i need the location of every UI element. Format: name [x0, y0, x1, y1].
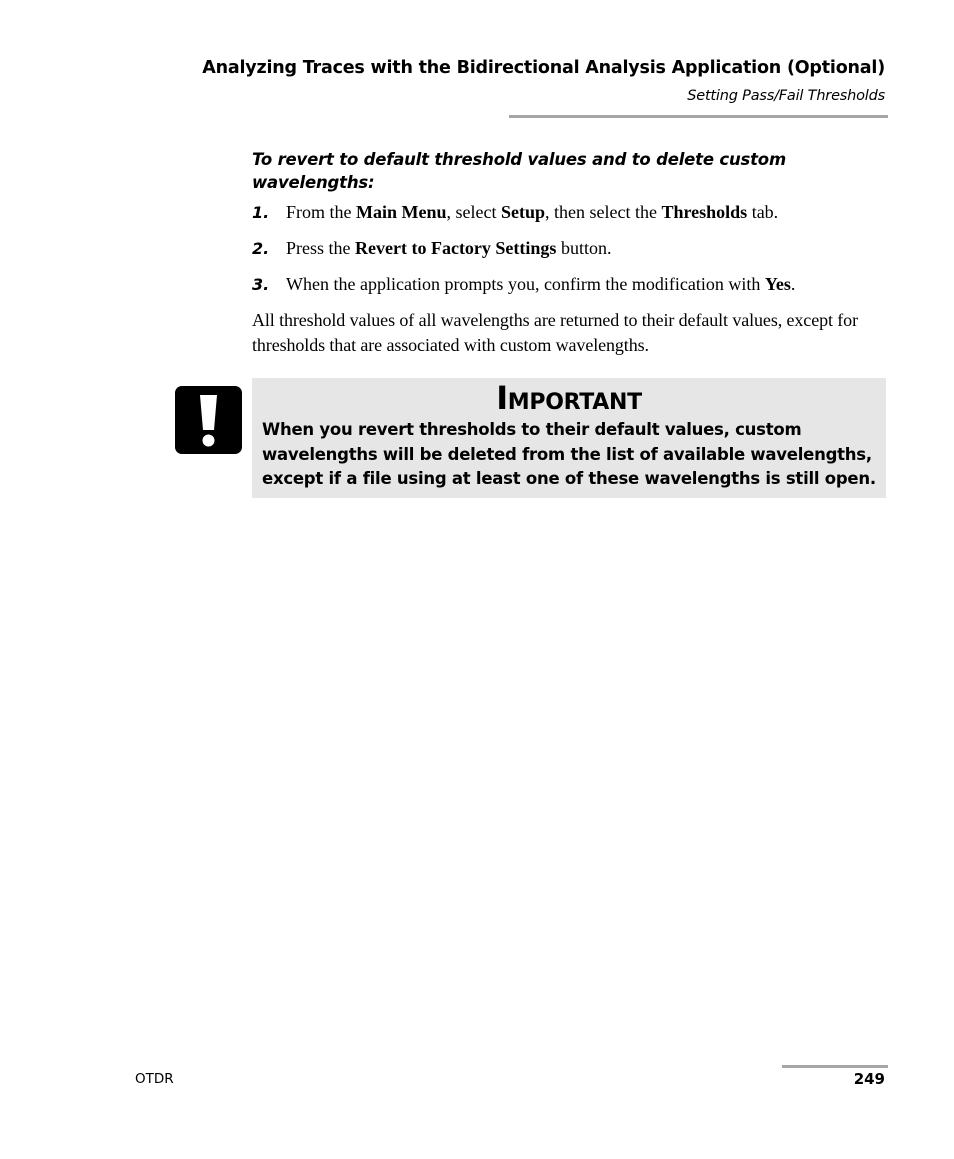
important-notice — [252, 378, 886, 498]
step-text: button. — [556, 238, 612, 258]
step-text: tab. — [747, 202, 779, 222]
header-divider — [509, 115, 888, 118]
important-heading: Important — [496, 379, 642, 417]
exclamation-icon — [175, 386, 242, 454]
ui-term-setup: Setup — [501, 202, 546, 222]
ui-term-main-menu: Main Menu — [356, 202, 447, 222]
footer-divider — [782, 1065, 888, 1068]
footer-product: OTDR — [135, 1071, 174, 1087]
page-number: 249 — [853, 1070, 885, 1088]
step-number: 3. — [252, 275, 270, 294]
ui-term-yes: Yes — [764, 274, 791, 294]
step-text: , then select the — [545, 202, 662, 222]
step-text: From the — [286, 202, 356, 222]
step-text: , select — [446, 202, 501, 222]
chapter-title: Analyzing Traces with the Bidirectional Analysis Application (Optional) — [202, 58, 885, 78]
step-2 — [252, 236, 611, 261]
step-number: 2. — [252, 239, 270, 258]
step-number: 1. — [252, 203, 270, 222]
step-text: . — [790, 274, 796, 294]
ui-term-revert-button: Revert to Factory Settings — [355, 238, 557, 258]
step-3 — [252, 272, 795, 297]
section-title: Setting Pass/Fail Thresholds — [687, 88, 885, 104]
ui-term-thresholds: Thresholds — [661, 202, 748, 222]
step-text: Press the — [286, 238, 355, 258]
procedure-title: To revert to default threshold values and to delete custom wavelengths: — [252, 150, 786, 192]
important-text: When you revert thresholds to their default values, custom wavelengths will be deleted from the list of available wavelengths, except if a file using at least one of these wavelengths is still open. — [262, 420, 876, 488]
result-paragraph: All threshold values of all wavelengths are returned to their default values, except for thresholds that are associated with custom wavelengths. — [252, 310, 858, 355]
step-1 — [252, 200, 778, 225]
step-text: When the application prompts you, confirm the modification with — [286, 274, 765, 294]
